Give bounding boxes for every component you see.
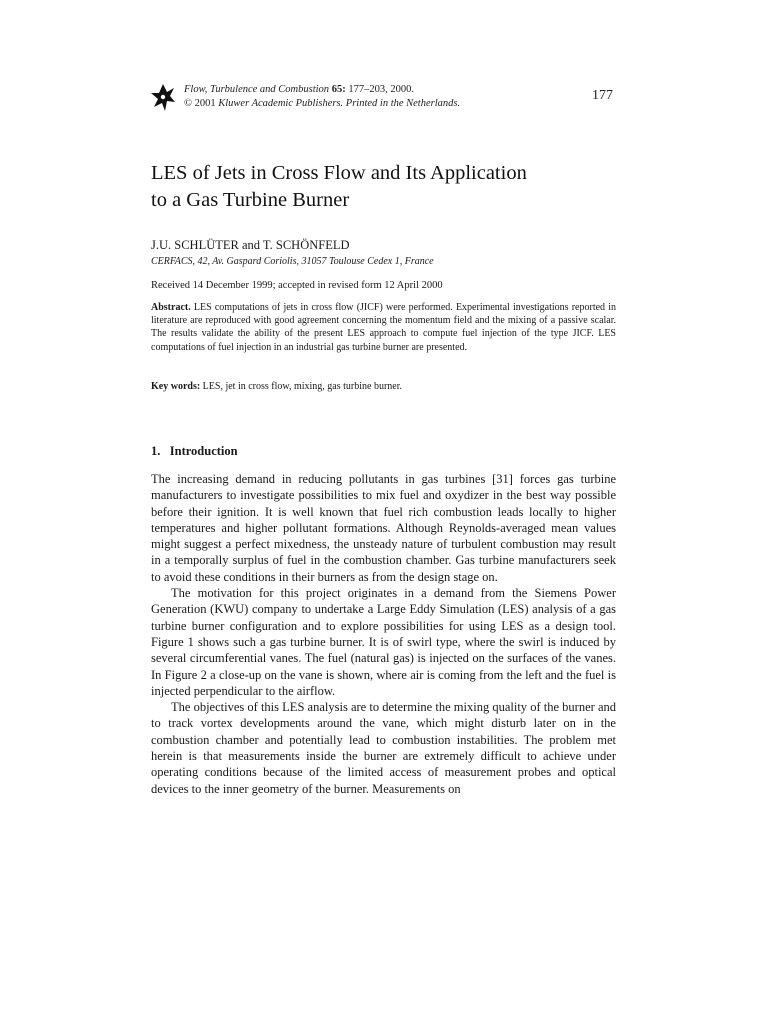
journal-citation [184, 83, 414, 96]
paragraph: The increasing demand in reducing pollutants in gas turbines [31] forces gas turbine manufacturers to investigate possibilities to mix fuel and oxydizer in the best way possible before their ignition. It is well known that fuel rich combustion leads locally to higher temperatures and higher pollutant formations. Although Reynolds-averaged mean values might suggest a perfect mixedness, the unsteady nature of turbulent combustion may result in a temporally surplus of fuel in the combustion chamber. Gas turbine manufacturers seek to avoid these conditions in their burners as from the design stage on. [151, 472, 616, 584]
article-title [151, 160, 621, 214]
authors: J.U. SCHLÜTER and T. SCHÖNFELD [151, 238, 350, 252]
journal-name: Flow, Turbulence and Combustion [184, 84, 330, 95]
copyright-year: © 2001 [184, 98, 216, 109]
journal-pages: 177–203, 2000. [348, 84, 414, 95]
publisher-logo-icon [150, 82, 176, 114]
section-heading: 1. Introduction [151, 444, 238, 458]
abstract [151, 301, 616, 354]
keywords-text: LES, jet in cross flow, mixing, gas turbine burner. [202, 381, 402, 392]
section-body [151, 471, 616, 797]
publisher-name: Kluwer Academic Publishers. [218, 98, 344, 109]
paragraph: The objectives of this LES analysis are to determine the mixing quality of the burner and to track vortex developments around the vane, which might disturb later on in the combustion chamber and potentially lead to combustion instabilities. The problem met herein is that measurements inside the burner are extremely difficult to achieve under operating conditions because of the limited access of measurement probes and optical devices to the inner geometry of the burner. Measurements on [151, 700, 616, 796]
title-line-2: to a Gas Turbine Burner [151, 189, 350, 211]
abstract-text: LES computations of jets in cross flow (JICF) were performed. Experimental investigations reported in literature are reproduced with good agreement concerning the momentum field and the mixing of a passive scalar. The results validate the ability of the present LES approach to compute fuel injection of the type JICF. LES computations of fuel injection in an industrial gas turbine burner are presented. [151, 302, 616, 353]
keywords [151, 381, 402, 392]
affiliation: CERFACS, 42, Av. Gaspard Coriolis, 31057 Toulouse Cedex 1, France [151, 256, 434, 267]
title-line-1: LES of Jets in Cross Flow and Its Application [151, 162, 527, 184]
paragraph: The motivation for this project originates in a demand from the Siemens Power Generation (KWU) company to undertake a Large Eddy Simulation (LES) analysis of a gas turbine burner configuration and to explore possibilities for using LES as a design tool. Figure 1 shows such a gas turbine burner. It is of swirl type, where the swirl is induced by several circumferential vanes. The fuel (natural gas) is injected on the surfaces of the vanes. In Figure 2 a close-up on the vane is shown, where air is coming from the left and the fuel is injected perpendicular to the airflow. [151, 586, 616, 698]
received-dates: Received 14 December 1999; accepted in revised form 12 April 2000 [151, 280, 443, 291]
page-number: 177 [592, 88, 613, 103]
abstract-label: Abstract. [151, 302, 191, 313]
keywords-label: Key words: [151, 381, 201, 392]
printed-location: Printed in the Netherlands. [345, 98, 461, 109]
copyright-line [184, 97, 460, 110]
journal-volume: 65: [331, 84, 346, 95]
